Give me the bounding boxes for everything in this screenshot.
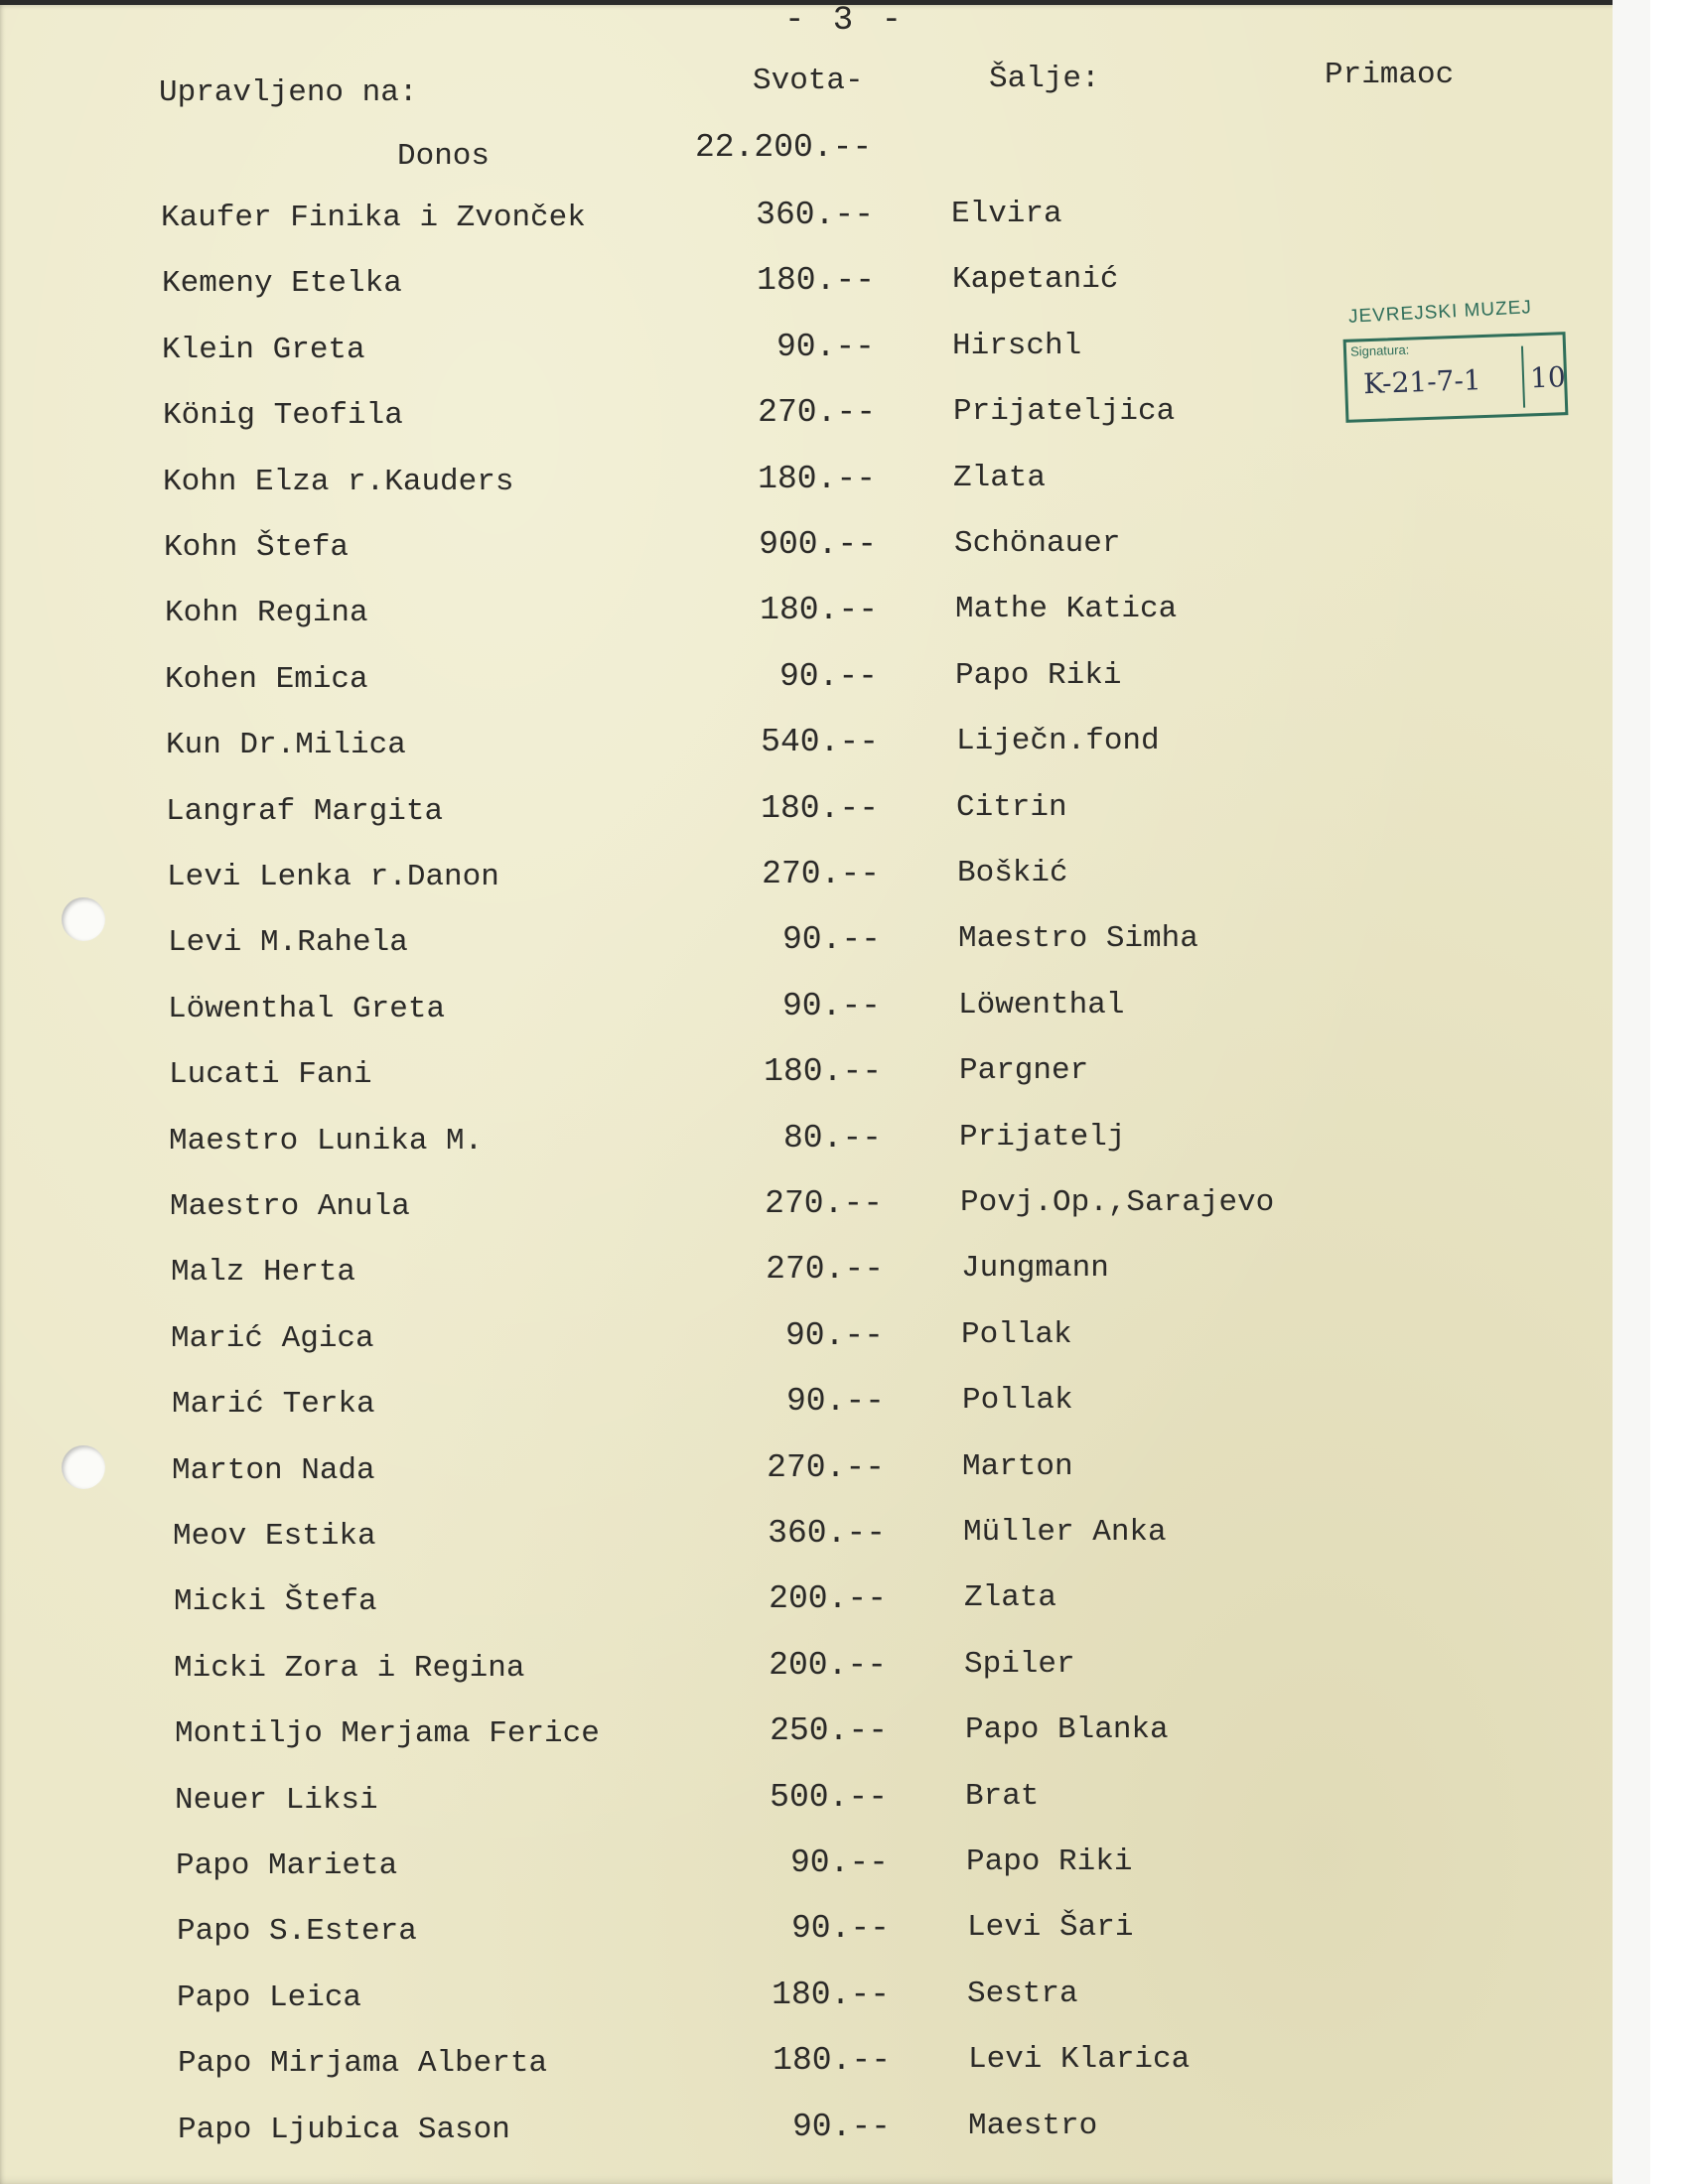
entry-name: Micki Štefa	[174, 1584, 377, 1620]
entry-name: Papo Marieta	[176, 1848, 398, 1883]
entry-name: Marić Terka	[172, 1387, 375, 1423]
entry-amount: 500.--	[770, 1778, 888, 1816]
table-row	[0, 921, 1650, 985]
entry-amount: 90.--	[791, 2108, 891, 2145]
entry-amount: 270.--	[766, 1251, 884, 1289]
entry-amount: 180.--	[773, 2042, 891, 2080]
table-row	[0, 1316, 1650, 1381]
header-receiver: Primaoc	[1325, 58, 1455, 92]
table-row	[0, 1053, 1650, 1117]
punch-hole	[62, 897, 105, 941]
entry-amount: 540.--	[761, 724, 879, 761]
table-row	[0, 1251, 1650, 1314]
entry-name: Papo S.Estera	[177, 1914, 417, 1950]
table-row	[0, 1185, 1650, 1249]
entry-name: Neuer Liksi	[175, 1782, 378, 1818]
entry-sender: Levi Klarica	[968, 2042, 1191, 2078]
stamp-number: 10	[1529, 360, 1567, 395]
entry-amount: 180.--	[764, 1053, 882, 1091]
entry-name: Levi M.Rahela	[168, 925, 408, 961]
entry-amount: 360.--	[756, 197, 874, 233]
entry-amount: 270.--	[765, 1185, 883, 1222]
entry-sender: Marton	[962, 1448, 1073, 1484]
entry-name: König Teofila	[163, 398, 403, 434]
page-number: - 3 -	[784, 2, 907, 40]
entry-amount: 90.--	[789, 1844, 889, 1881]
entry-amount: 180.--	[761, 789, 879, 827]
entry-name: Maestro Anula	[170, 1189, 410, 1224]
header-sender: Šalje:	[989, 62, 1100, 96]
entry-sender: Prijatelj	[959, 1119, 1126, 1155]
entry-name: Kaufer Finika i Zvonček	[161, 201, 586, 235]
entry-sender: Zlata	[953, 460, 1047, 495]
table-row	[0, 1910, 1650, 1974]
entry-name: Maestro Lunika M.	[169, 1123, 484, 1159]
table-row	[0, 1976, 1650, 2040]
entry-sender: Maestro Simha	[958, 921, 1198, 957]
entry-name: Marić Agica	[171, 1320, 374, 1356]
table-row	[0, 856, 1650, 919]
entry-name: Marton Nada	[172, 1452, 375, 1488]
table-row	[0, 592, 1650, 655]
entry-sender: Papo Blanka	[965, 1712, 1169, 1748]
stamp-box	[1343, 332, 1569, 423]
table-row	[0, 724, 1650, 787]
entry-amount: 90.--	[784, 1316, 884, 1354]
entry-amount: 270.--	[762, 856, 880, 892]
entry-sender: Levi Šari	[967, 1910, 1134, 1946]
entry-sender: Pollak	[962, 1383, 1073, 1419]
entry-name: Klein Greta	[162, 332, 365, 367]
entry-amount: 90.--	[785, 1383, 885, 1421]
table-row	[0, 1844, 1650, 1908]
entry-name: Micki Zora i Regina	[174, 1650, 525, 1686]
entry-sender: Maestro	[968, 2108, 1098, 2143]
table-row	[0, 2108, 1650, 2172]
entry-name: Kemeny Etelka	[162, 266, 402, 302]
table-row	[0, 197, 1650, 260]
entry-amount: 180.--	[760, 592, 878, 629]
table-row	[0, 1712, 1650, 1776]
entry-amount: 200.--	[769, 1646, 887, 1684]
entry-sender: Löwenthal	[958, 987, 1125, 1023]
entry-amount: 90.--	[778, 657, 878, 695]
punch-hole	[62, 1445, 105, 1489]
entry-amount: 200.--	[769, 1580, 887, 1618]
entry-name: Kohen Emica	[165, 661, 368, 697]
entry-sender: Mathe Katica	[955, 592, 1178, 627]
entry-sender: Brat	[965, 1778, 1040, 1814]
table-row	[0, 1778, 1650, 1843]
carried-forward-amount: 22.200.--	[695, 129, 873, 166]
entry-name: Montiljo Merjama Ferice	[175, 1716, 600, 1752]
entry-sender: Spiler	[964, 1646, 1075, 1682]
entry-name: Langraf Margita	[166, 793, 444, 829]
stamp-title: JEVREJSKI MUZEJ	[1347, 297, 1533, 328]
table-row	[0, 1119, 1650, 1183]
table-row	[0, 657, 1650, 722]
entry-amount: 180.--	[772, 1976, 890, 2013]
entry-name: Papo Leica	[177, 1979, 362, 2015]
entry-sender: Boškić	[957, 856, 1068, 890]
entry-amount: 180.--	[757, 262, 875, 300]
entry-name: Papo Ljubica Sason	[178, 2112, 510, 2147]
table-row	[0, 789, 1650, 854]
entry-sender: Papo Riki	[955, 657, 1122, 693]
header-amount: Svota-	[753, 64, 864, 98]
entry-amount: 90.--	[790, 1910, 890, 1948]
entry-amount: 80.--	[782, 1119, 882, 1157]
entry-sender: Papo Riki	[966, 1844, 1133, 1879]
entry-amount: 250.--	[770, 1712, 888, 1750]
archive-stamp	[1342, 296, 1571, 425]
entry-amount: 900.--	[759, 526, 877, 563]
entry-sender: Prijateljica	[953, 394, 1176, 430]
stamp-code: K-21-7-1	[1362, 363, 1482, 401]
entry-sender: Povj.Op.,Sarajevo	[960, 1185, 1275, 1220]
entry-sender: Pollak	[961, 1316, 1072, 1352]
entry-sender: Pargner	[959, 1053, 1089, 1089]
entry-sender: Schönauer	[954, 526, 1121, 561]
table-row	[0, 1448, 1650, 1513]
table-row	[0, 460, 1650, 524]
table-row	[0, 2042, 1650, 2106]
entry-amount: 90.--	[775, 328, 875, 365]
entry-name: Kohn Štefa	[164, 530, 350, 565]
entry-name: Kohn Elza r.Kauders	[163, 464, 514, 499]
entry-amount: 180.--	[758, 460, 876, 497]
entry-sender: Elvira	[951, 197, 1062, 231]
entry-name: Kun Dr.Milica	[166, 728, 406, 763]
entry-name: Meov Estika	[173, 1519, 376, 1554]
entry-sender: Citrin	[956, 789, 1067, 825]
entry-name: Kohn Regina	[165, 596, 368, 631]
entry-name: Löwenthal Greta	[168, 991, 446, 1026]
table-row	[0, 987, 1650, 1051]
entry-name: Malz Herta	[171, 1255, 356, 1291]
table-row	[0, 526, 1650, 590]
entry-amount: 360.--	[768, 1515, 886, 1552]
entry-sender: Hirschl	[952, 328, 1082, 363]
entry-sender: Kapetanić	[952, 262, 1119, 298]
stamp-divider	[1521, 346, 1525, 408]
table-row	[0, 1580, 1650, 1644]
carried-forward-label: Donos	[397, 139, 491, 174]
table-row	[0, 1515, 1650, 1578]
entry-name: Levi Lenka r.Danon	[167, 860, 499, 894]
entry-sender: Liječn.fond	[956, 724, 1160, 759]
entry-amount: 270.--	[758, 394, 876, 432]
entry-amount: 90.--	[781, 921, 881, 959]
entry-name: Papo Mirjama Alberta	[178, 2046, 548, 2082]
entry-sender: Zlata	[964, 1580, 1057, 1616]
entry-sender: Müller Anka	[963, 1515, 1167, 1550]
table-row	[0, 1646, 1650, 1710]
entry-amount: 90.--	[781, 987, 881, 1024]
stamp-label: Signatura:	[1349, 341, 1410, 359]
entry-sender: Sestra	[967, 1976, 1078, 2011]
entry-name: Lucati Fani	[169, 1057, 372, 1093]
entry-sender: Jungmann	[961, 1251, 1109, 1287]
header-recipient: Upravljeno na:	[159, 75, 418, 110]
entry-amount: 270.--	[767, 1448, 885, 1486]
table-row	[0, 1383, 1650, 1446]
